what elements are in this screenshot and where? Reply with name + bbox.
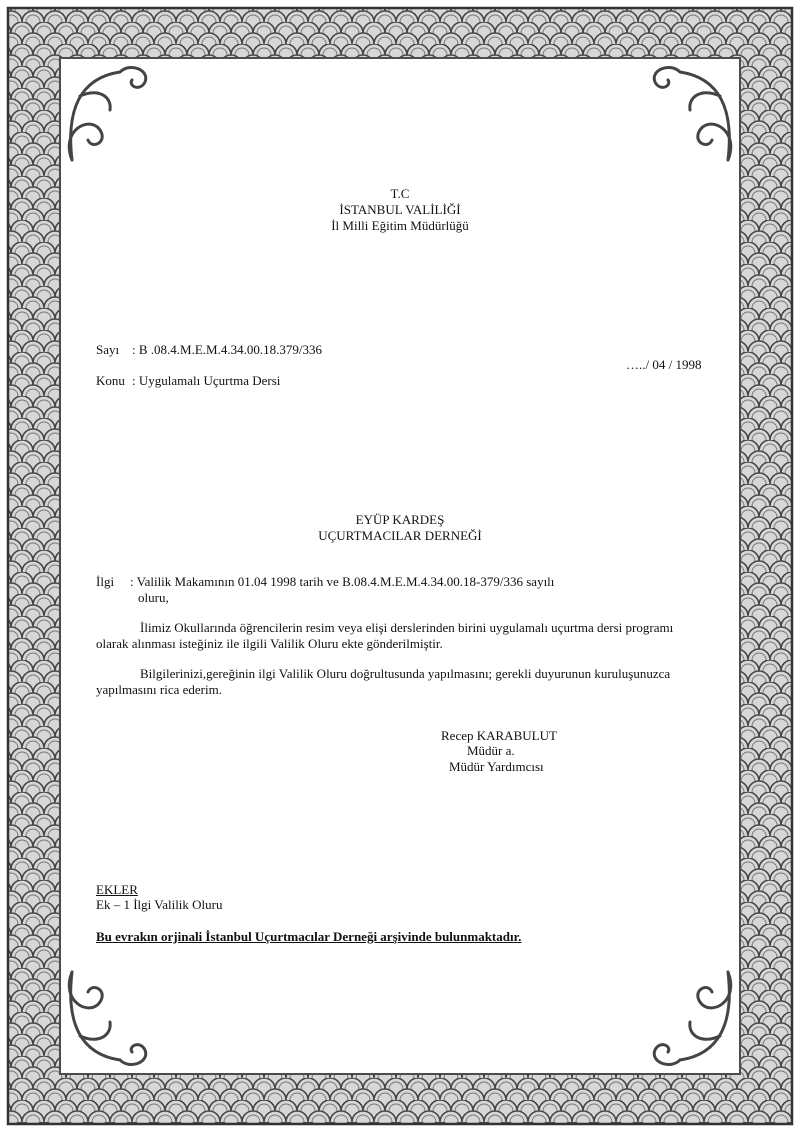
header-tc: T.C (390, 186, 410, 201)
ilgi-label: İlgi (96, 574, 115, 589)
sayi-value: : B .08.4.M.E.M.4.34.00.18.379/336 (132, 342, 322, 357)
body-paragraph1-line1: İlimiz Okullarında öğrencilerin resim veya elişi derslerinden birini uygulamalı uçurtma dersi programı (140, 620, 674, 635)
konu-value: : Uygulamalı Uçurtma Dersi (132, 373, 281, 388)
document-date: …../ 04 / 1998 (626, 357, 702, 372)
body-paragraph1-line2: olarak alınması isteğiniz ile ilgili Valilik Oluru ekte gönderilmiştir. (96, 636, 443, 651)
recipient-organization: UÇURTMACILAR DERNEĞİ (318, 528, 482, 543)
recipient-name: EYÜP KARDEŞ (355, 512, 445, 527)
corner-flourish-bottom-left-icon (69, 972, 146, 1065)
corner-flourish-top-right-icon (654, 67, 731, 160)
attachments-heading: EKLER (96, 882, 138, 897)
header-milli-egitim: İl Milli Eğitim Müdürlüğü (331, 218, 469, 233)
ilgi-line1: : Valilik Makamının 01.04 1998 tarih ve B.08.4.M.E.M.4.34.00.18-379/336 sayılı (130, 574, 555, 589)
konu-label: Konu (96, 373, 125, 388)
archive-note: Bu evrakın orjinali İstanbul Uçurtmacılar Derneği arşivinde bulunmaktadır. (96, 929, 522, 944)
attachment-item-1: Ek – 1 İlgi Valilik Oluru (96, 897, 223, 912)
sayi-label: Sayı (96, 342, 120, 357)
signature-name: Recep KARABULUT (441, 728, 557, 743)
corner-flourish-top-left-icon (69, 67, 146, 160)
signature-title1: Müdür a. (467, 743, 515, 758)
body-paragraph2-line2: yapılmasını rica ederim. (96, 682, 222, 697)
signature-title2: Müdür Yardımcısı (449, 759, 544, 774)
header-istanbul-valiligi: İSTANBUL VALİLİĞİ (339, 202, 461, 217)
ilgi-line2: oluru, (138, 590, 169, 605)
body-paragraph2-line1: Bilgilerinizi,gereğinin ilgi Valilik Oluru doğrultusunda yapılmasını; gerekli duyurunun kuruluşunuzca (140, 666, 671, 681)
corner-flourish-bottom-right-icon (654, 972, 731, 1065)
